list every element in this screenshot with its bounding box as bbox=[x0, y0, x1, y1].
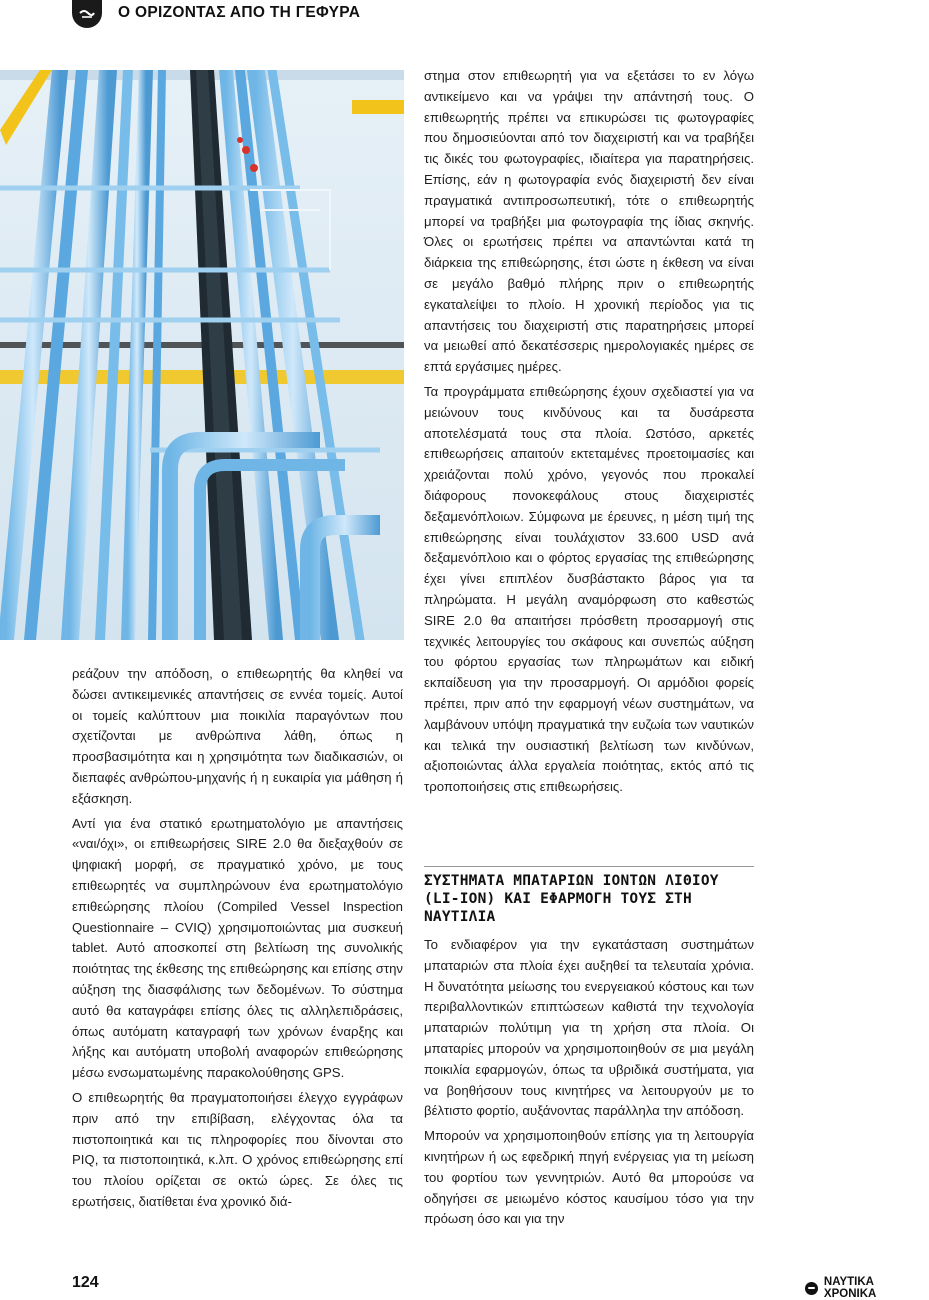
anchor-wave-icon bbox=[78, 4, 96, 22]
magazine-logo-icon bbox=[72, 0, 102, 28]
section-body-text bbox=[424, 935, 754, 1234]
ship-deck-pipes-image bbox=[0, 70, 404, 640]
pipes-illustration bbox=[0, 70, 404, 640]
footer-brand bbox=[805, 1276, 929, 1300]
section-divider bbox=[424, 866, 754, 867]
paragraph: Τα προγράμματα επιθεώρησης έχουν σχεδιαστεί για να μειώνουν τους κινδύνους και τα δυσάρεστα αποτελέσματά τους στα πλοία. Ωστόσο, αρκετές επιθεωρήσεις απαιτούν εκτεταμένες προετοιμασίες και χρειάζονται πολύ χρόνο, γεγονός που προκαλεί διάφορους πονοκεφάλους στους διαχειριστές δεξαμενόπλοιων. Σύμφωνα με έρευνες, η μέση τιμή της επιθεώρησης είναι τουλάχιστον 33.600 USD ανά δεξαμενόπλοιο και ο φόρτος εργασίας της επιθεώρησης έχει γίνει επιπλέον δυσβάστακτο βάρος για τα πληρώματα. Η μεγάλη αναμόρφωση στο καθεστώς SIRE 2.0 θα απαιτήσει πρόσθετη προσαρμογή στις τεχνικές λειτουργίες του σκάφους και συνεπώς αύξηση του φόρτου εργασίας των πληρωμάτων και ειδική εκπαίδευση για την προσαρμογή. Οι αρμόδιοι φορείς πρέπει, πριν από την εφαρμογή νέων συστημάτων, να λαμβάνουν υπόψη πραγματικά την ευζωία των ναυτικών και τελικά την ουσιαστική βελτίωση των κινδύνων, αξιοποιώντας άλλα εργαλεία ποιότητας, εκτός από τις τροποποιήσεις στις επιθεωρήσεις. bbox=[424, 383, 754, 795]
paragraph: Αντί για ένα στατικό ερωτηματολόγιο με απαντήσεις «ναι/όχι», οι επιθεωρήσεις SIRE 2.0 θα διεξαχθούν σε ψηφιακή μορφή, σε πραγματικό χρόνο, με τους επιθεωρητές να συμπληρώνουν ένα ερωτηματολόγιο επιθεώρησης πλοίου (Compiled Vessel Inspection Questionnaire – CVIQ) χρησιμοποιώντας μια συσκευή tablet. Αυτό αποσκοπεί στη βελτίωση της συνολικής ποιότητας της έκθεσης της επιθεώρησης και επίσης στην αύξηση της διασφάλισης των δεδομένων. Το σύστημα αυτό θα καταγράφει επίσης όλες τις αλληλεπιδράσεις, όπως αυτόματη καταγραφή των χρόνων έναρξης και λήξης και αυτόματη υποβολή αναφορών επιθεώρησης μέσω ενσωματωμένης παρακολούθησης GPS. bbox=[72, 815, 403, 1081]
paragraph: ρεάζουν την απόδοση, ο επιθεωρητής θα κληθεί να δώσει αντικειμενικές απαντήσεις σε εννέα τομείς. Αυτοί οι τομείς καλύπτουν μια ποικιλία παραγόντων που σχετίζονται με ανθρώπινα λάθη, όπως η προσβασιμότητα και η χρησιμότητα των διαδικασιών, οι διεπαφές ανθρώπου-μηχανής ή η ευκαιρία για μάθηση ή εξάσκηση. bbox=[72, 666, 403, 806]
paragraph: Το ενδιαφέρον για την εγκατάσταση συστημάτων μπαταριών στα πλοία έχει αυξηθεί τα τελευταία χρόνια. Η δυνατότητα μείωσης του ενεργειακού κόστους και των περιβαλλοντικών επιπτώσεων καθιστά την τεχνολογία μπαταριών πολύτιμη για τη χρήση στα πλοία. Οι μπαταρίες μπορούν να χρησιμοποιηθούν σε μια μεγάλη ποικιλία εφαρμογών, όπως τα υβριδικά συστήματα, για να βοηθήσουν τους κινητήρες να λειτουργούν με το βέλτιστο φορτίο, αυξάνοντας παράλληλα την απόδοση. bbox=[424, 937, 754, 1119]
section-title: Ο ΟΡΙΖΟΝΤΑΣ ΑΠΟ ΤΗ ΓΕΦΥΡΑ bbox=[118, 4, 361, 21]
paragraph: στημα στον επιθεωρητή για να εξετάσει το εν λόγω αντικείμενο και να γράψει την απάντησή τους. Ο επιθεωρητής πρέπει να επικυρώσει τις φωτογραφίες που δημοσιεύονται από τον διαχειριστή και να τραβήξει τις δικές του φωτογραφίες, ιδιαίτερα για παρατηρήσεις. Επίσης, εάν η φωτογραφία ενός διαχειριστή δεν είναι πραγματικά αντιπροσωπευτική, τότε ο επιθεωρητής μπορεί να τραβήξει μια φωτογραφία της ίδιας σκηνής. Όλες οι ερωτήσεις πρέπει να απαντώνται κατά τη διάρκεια της επιθεώρησης, έτσι ώστε η έκθεση να είναι σε μεγάλο βαθμό πλήρης πριν ο επιθεωρητής εγκαταλείψει το πλοίο. Η χρονική περίοδος για τις απαντήσεις του διαχειριστή στις παρατηρήσεις μπορεί να μειωθεί από δεκατέσσερις ημερολογιακές ημέρες σε επτά εργάσιμες ημέρες. bbox=[424, 68, 754, 375]
paragraph: Μπορούν να χρησιμοποιηθούν επίσης για τη λειτουργία κινητήρων ή ως εφεδρική πηγή ενέργειας για τη μείωση του φορτίου των γεννητριών. Αυτό θα μπορούσε να οδηγήσει σε μειωμένο κόστος καυσίμου τόσο για την πρόωση όσο και για την bbox=[424, 1128, 754, 1227]
left-column-text bbox=[72, 664, 403, 1217]
brand-name: ΝΑΥΤΙΚΑ ΧΡΟΝΙΚΑ bbox=[823, 1276, 877, 1300]
right-column-text bbox=[424, 66, 754, 802]
brand-logo-icon bbox=[805, 1282, 818, 1295]
section-heading: ΣΥΣΤΗΜΑΤΑ ΜΠΑΤΑΡΙΩΝ ΙΟΝΤΩΝ ΛΙΘΙΟΥ (LI-ION) ΚΑΙ ΕΦΑΡΜΟΓΗ ΤΟΥΣ ΣΤΗ ΝΑΥΤΙΛΙΑ bbox=[424, 873, 719, 925]
page-number: 124 bbox=[72, 1274, 99, 1291]
paragraph: Ο επιθεωρητής θα πραγματοποιήσει έλεγχο εγγράφων πριν από την επιβίβαση, ελέγχοντας όλα τα πιστοποιητικά και τις πληροφορίες που δίνονται στο PIQ, τα πιστοποιητικά, κ.λπ. Ο χρόνος επιθεώρησης επί του πλοίου ορίζεται σε οκτώ ώρες. Σε όλες τις ερωτήσεις, διατίθεται ένα χρονικό διά- bbox=[72, 1089, 403, 1209]
